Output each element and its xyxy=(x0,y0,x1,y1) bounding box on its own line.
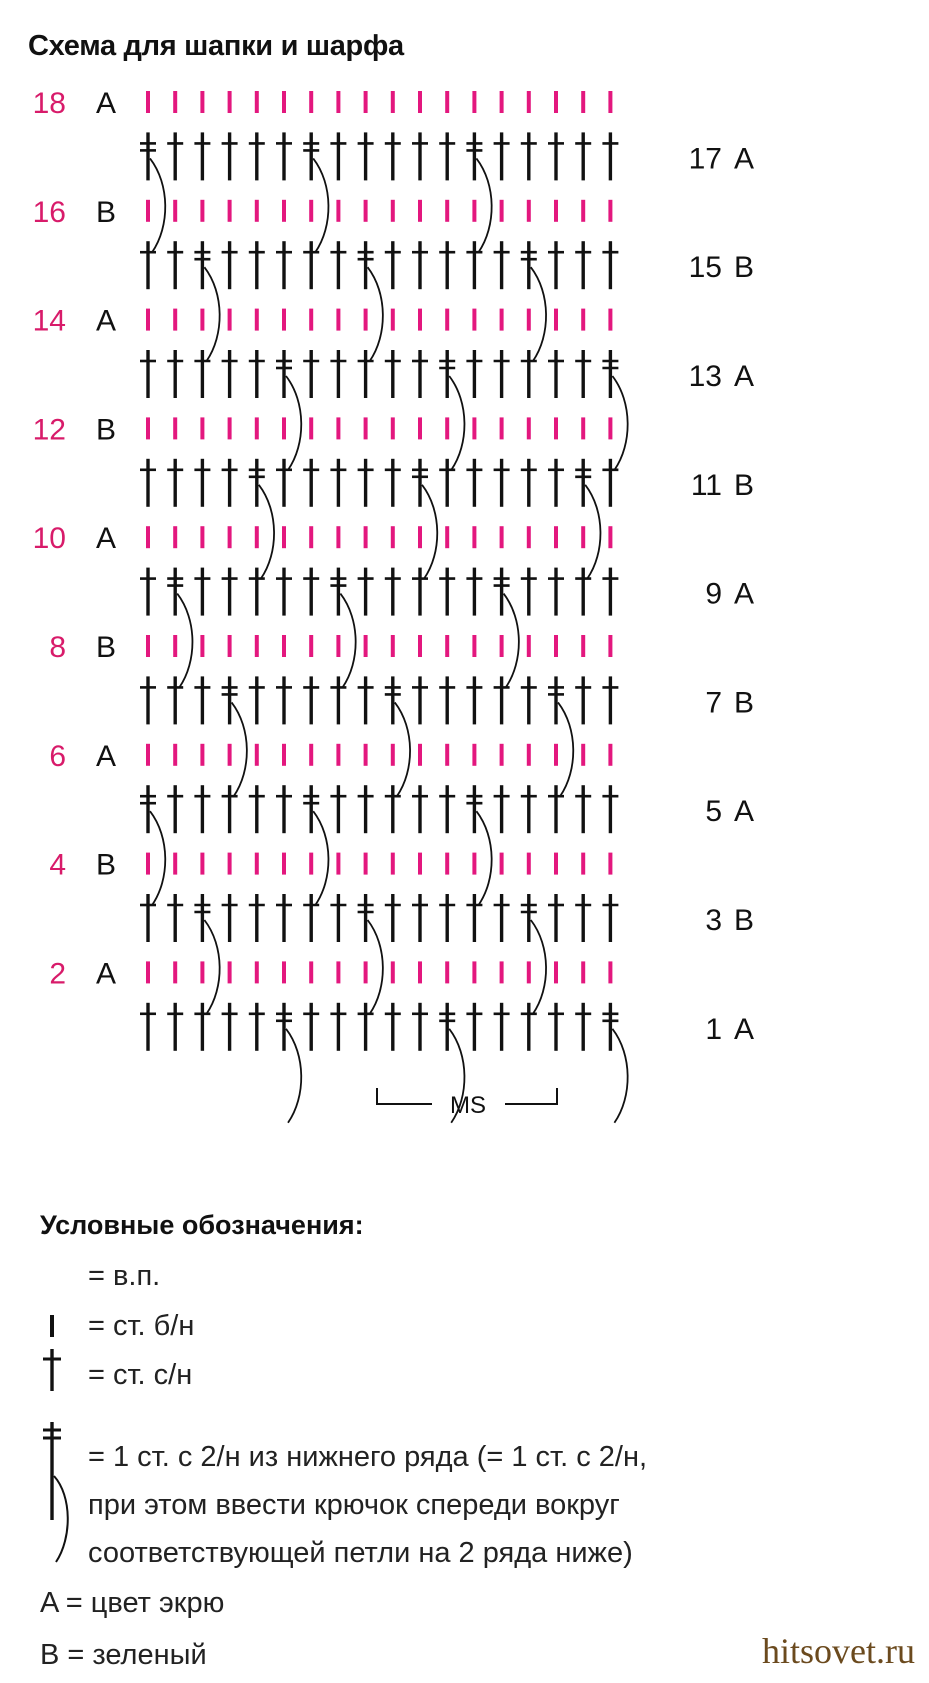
row-number: 6 xyxy=(49,739,66,773)
row-color: B xyxy=(734,251,755,285)
row-color: A xyxy=(734,1012,755,1046)
legend-fptr-text-1: = 1 ст. с 2/н из нижнего ряда (= 1 ст. с 2/н, xyxy=(88,1441,648,1473)
row-number: 12 xyxy=(32,413,66,447)
post-stitch-hook xyxy=(150,811,165,905)
post-stitch-hook xyxy=(150,158,165,252)
chart-title: Схема для шапки и шарфа xyxy=(28,30,404,62)
legend-color-b: B = зеленый xyxy=(40,1639,207,1671)
row-number: 14 xyxy=(32,304,66,338)
row-color: A xyxy=(96,304,117,338)
legend-dc-text: = ст. с/н xyxy=(88,1359,193,1391)
legend-sc-text: = ст. б/н xyxy=(88,1310,195,1342)
fptr-stitch-icon xyxy=(38,1420,78,1570)
post-stitch-hook xyxy=(232,702,247,796)
row-number: 16 xyxy=(32,195,66,229)
row-number: 7 xyxy=(705,686,722,720)
post-stitch-hook xyxy=(286,376,301,470)
post-stitch-hook xyxy=(313,811,328,905)
post-stitch-hook xyxy=(449,376,464,470)
post-stitch-hook xyxy=(585,485,600,579)
row-color: A xyxy=(734,577,755,611)
post-stitch-hook xyxy=(476,158,491,252)
dc-stitch-icon xyxy=(40,1347,64,1393)
row-number: 11 xyxy=(690,468,722,502)
post-stitch-hook xyxy=(612,1029,627,1123)
row-number: 3 xyxy=(705,904,722,937)
row-color: B xyxy=(734,904,755,937)
row-color: B xyxy=(96,631,117,664)
legend-chain-text: = в.п. xyxy=(88,1260,161,1292)
repeat-label: MS xyxy=(450,1092,486,1119)
legend-color-a: A = цвет экрю xyxy=(40,1587,225,1619)
row-number: 2 xyxy=(49,957,66,991)
post-stitch-hook xyxy=(504,594,519,688)
post-stitch-hook xyxy=(340,594,355,688)
post-stitch-hook xyxy=(204,267,219,361)
post-stitch-hook xyxy=(259,485,274,579)
row-color: B xyxy=(96,195,117,229)
repeat-bracket-left xyxy=(377,1088,432,1104)
row-number: 17 xyxy=(688,142,722,176)
row-number: 8 xyxy=(49,631,66,664)
post-stitch-hook xyxy=(476,811,491,905)
row-color: A xyxy=(96,522,117,556)
row-number: 15 xyxy=(688,251,722,285)
row-color: A xyxy=(734,360,755,393)
row-color: A xyxy=(734,142,755,176)
post-stitch-hook xyxy=(313,158,328,252)
row-color: B xyxy=(734,468,755,502)
post-stitch-hook xyxy=(531,267,546,361)
sc-stitch-icon xyxy=(46,1311,58,1341)
post-stitch-hook xyxy=(612,376,627,470)
repeat-bracket-right xyxy=(505,1088,557,1104)
post-stitch-hook xyxy=(531,920,546,1014)
post-stitch-hook xyxy=(558,702,573,796)
row-color: A xyxy=(734,795,755,829)
row-color: B xyxy=(96,848,117,882)
post-stitch-hook xyxy=(368,267,383,361)
row-number: 9 xyxy=(705,577,722,611)
legend-fptr-text-3: соответствующей петли на 2 ряда ниже) xyxy=(88,1537,633,1569)
legend-title: Условные обозначения: xyxy=(40,1210,364,1240)
post-stitch-hook xyxy=(204,920,219,1014)
post-stitch-hook xyxy=(422,485,437,579)
row-number: 18 xyxy=(32,87,66,120)
post-stitch-hook xyxy=(395,702,410,796)
legend-fptr-text-2: при этом ввести крючок спереди вокруг xyxy=(88,1489,620,1521)
row-color: A xyxy=(96,957,117,991)
row-color: A xyxy=(96,739,117,773)
row-number: 13 xyxy=(688,360,722,393)
row-number: 4 xyxy=(49,848,66,882)
row-number: 1 xyxy=(705,1012,722,1046)
row-color: A xyxy=(96,87,117,120)
post-stitch-hook xyxy=(177,594,192,688)
post-stitch-hook xyxy=(286,1029,301,1123)
row-color: B xyxy=(734,686,755,720)
row-number: 10 xyxy=(32,522,66,556)
row-color: B xyxy=(96,413,117,447)
post-stitch-hook xyxy=(368,920,383,1014)
row-number: 5 xyxy=(705,795,722,829)
watermark: hitsovet.ru xyxy=(762,1631,915,1671)
